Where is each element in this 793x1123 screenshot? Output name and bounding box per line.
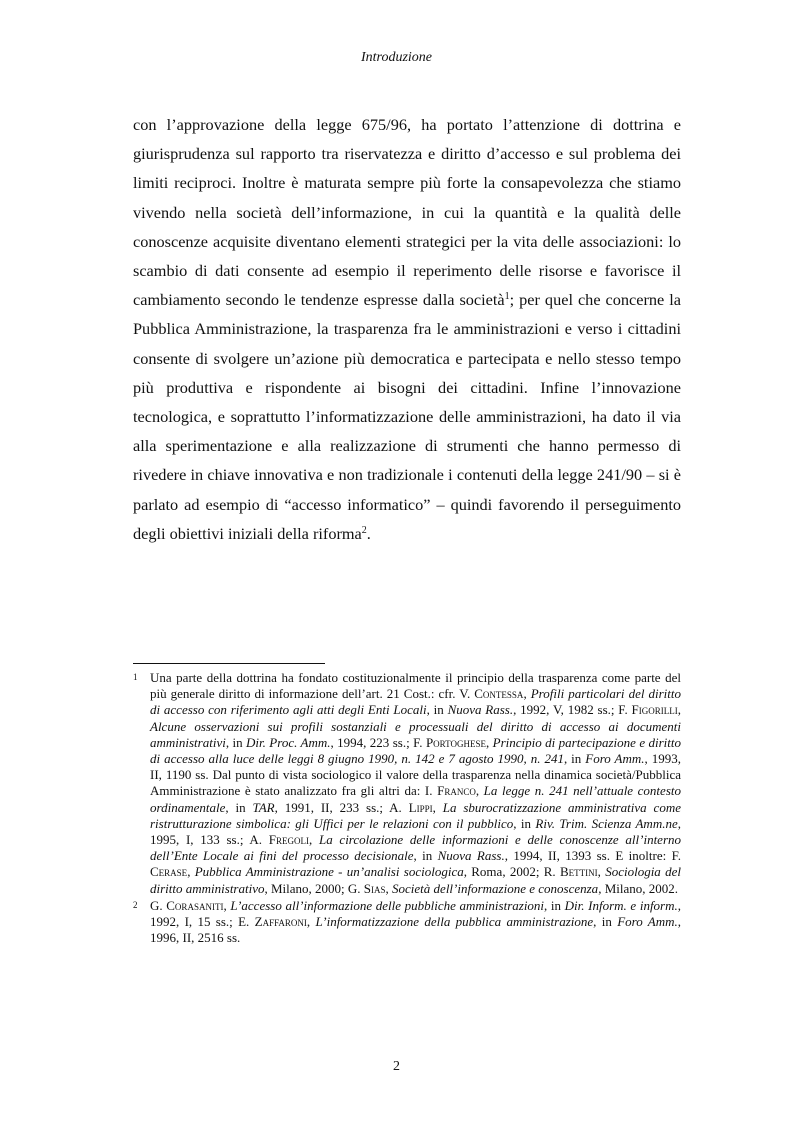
body-paragraph: [133, 110, 681, 548]
footnote-ref-1: 1: [504, 291, 510, 303]
body-text-part-1: con l’approvazione della legge 675/96, ha portato l’attenzione di dottrina e giurisprudenza sul rapporto tra riservatezza e diritto d’accesso e sul problema dei limiti reciproci. Inoltre è maturata sempre più forte la consapevolezza che stiamo vivendo nella società dell’informazione, in cui la quantità e la qualità delle conoscenze acquisite diventano elementi strategici per la vita delle associazioni: lo scambio di dati consente ad esempio il reperimento delle risorse e favorisce il cambiamento secondo le tendenze espresse dalla società: [133, 115, 681, 310]
footnote-text: G. Corasaniti, L’accesso all’informazione delle pubbliche amministrazioni, in Dir. Inform. e inform., 1992, I, 15 ss.; E. Zaffaroni, L’informatizzazione della pubblica amministrazione, in Foro Amm., 1996, II, 2516 ss.: [150, 897, 682, 946]
footnote-ref-2: 2: [361, 524, 367, 536]
footnote-number: 1: [133, 672, 138, 682]
footnote-1: [133, 670, 681, 897]
footnote-text: Una parte della dottrina ha fondato costituzionalmente il principio della trasparenza come parte del più generale diritto di informazione dell’art. 21 Cost.: cfr. V. Contessa, Profili particolari del diritto di accesso con riferimento agli atti degli Enti Locali, in Nuova Rass., 1992, V, 1982 ss.; F. Figorilli, Alcune osservazioni sui profili sostanziali e processuali del diritto di accesso ai documenti amministrativi, in Dir. Proc. Amm., 1994, 223 ss.; F. Portoghese, Principio di partecipazione e diritto di accesso alla luce delle leggi 8 giugno 1990, n. 142 e 7 agosto 1990, n. 241, in Foro Amm., 1993, II, 1190 ss. Dal punto di vista sociologico il valore della trasparenza nella dinamica società/Pubblica Amministrazione è stato analizzato fra gli altri da: I. Franco, La legge n. 241 nell’attuale contesto ordinamentale, in TAR, 1991, II, 233 ss.; A. Lippi, La sburocratizzazione amministrativa come ristrutturazione simbolica: gli Uffici per le relazioni con il pubblico, in Riv. Trim. Scienza Amm.ne, 1995, I, 133 ss.; A. Fregoli, La circolazione delle informazioni e delle conoscenze all’interno dell’Ente Locale ai fini del processo decisionale, in Nuova Rass., 1994, II, 1393 ss. E inoltre: F. Cerase, Pubblica Amministrazione - un’analisi sociologica, Roma, 2002; R. Bettini, Sociologia del diritto amministrativo, Milano, 2000; G. Sias, Società dell’informazione e conoscenza, Milano, 2002.: [150, 670, 682, 896]
running-header: Introduzione: [360, 50, 433, 65]
footnotes: [133, 670, 681, 946]
footnote-separator: [133, 663, 325, 664]
body-text-part-3: .: [366, 523, 371, 543]
footnote-number: 2: [133, 899, 138, 910]
footnote-2: [133, 898, 681, 947]
body-text-part-2: ; per quel che concerne la Pubblica Amministrazione, la trasparenza fra le amministrazioni e verso i cittadini consente di svolgere un’azione più democratica e partecipata e nello stesso tempo più produttiva e rispondente ai bisogni dei cittadini. Infine l’innovazione tecnologica, e soprattutto l’informatizzazione delle amministrazioni, ha dato il via alla sperimentazione e alla realizzazione di strumenti che hanno permesso di rivedere in chiave innovativa e non tradizionale i contenuti della legge 241/90 – si è parlato ad esempio di “accesso informatico” – quindi favorendo il perseguimento degli obiettivi iniziali della riforma: [133, 290, 682, 543]
page-number: 2: [393, 1059, 400, 1074]
